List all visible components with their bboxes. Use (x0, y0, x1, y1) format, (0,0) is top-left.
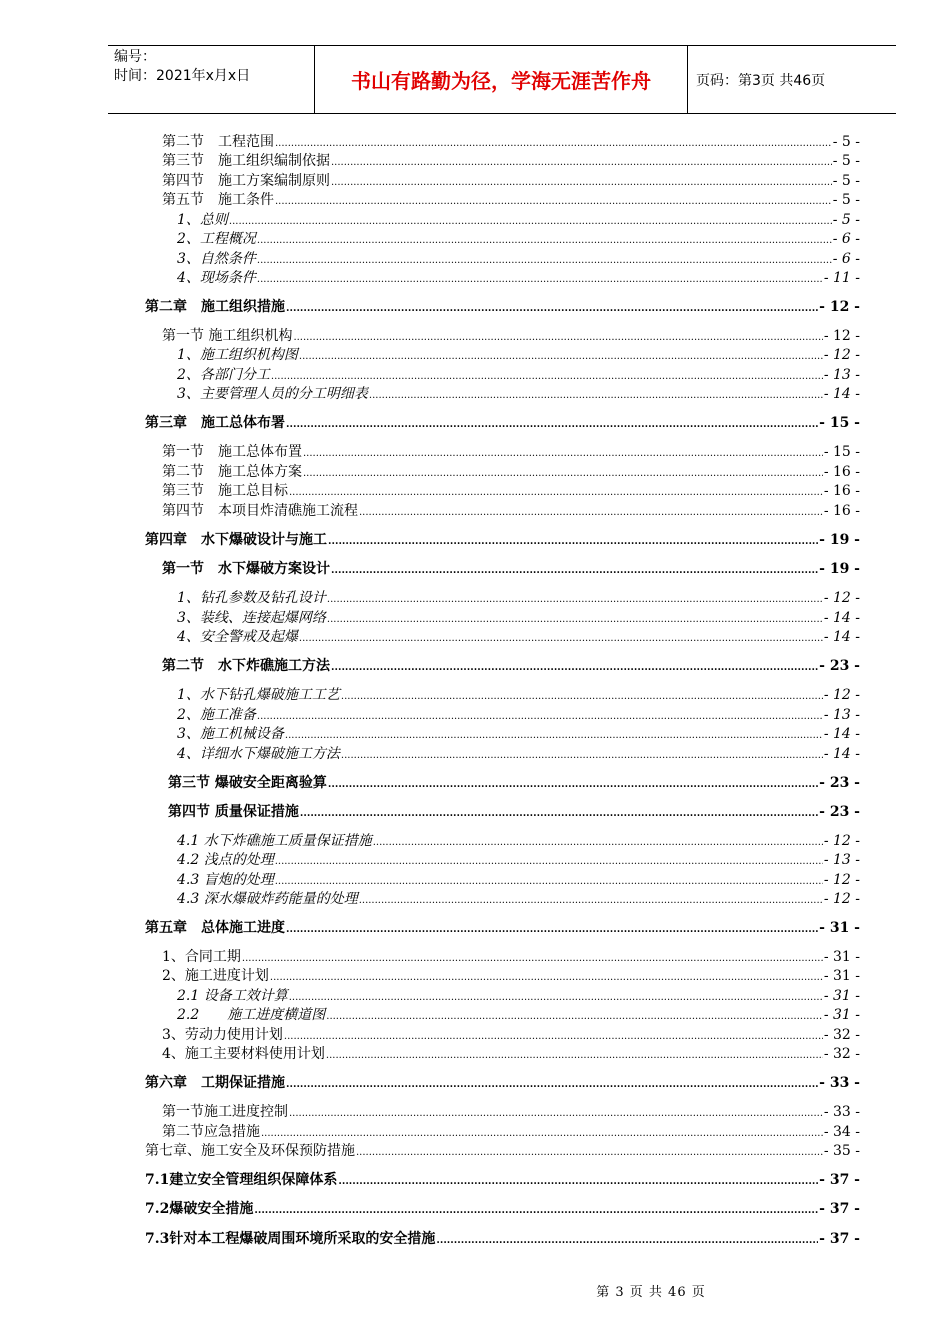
toc-entry-title: 7.2爆破安全措施 (145, 1201, 254, 1217)
toc-entry-title: 第三节 爆破安全距离验算 (168, 775, 327, 791)
toc-entry-page: - 5 - (832, 173, 860, 189)
toc-leader-dots (286, 299, 818, 315)
toc-entry-title: 第二章 施工组织措施 (145, 299, 285, 315)
toc-entry-page: - 5 - (832, 212, 860, 228)
toc-entry-title: 4.3 深水爆破炸药能量的处理 (177, 891, 358, 907)
toc-entry-title: 第三节 施工组织编制依据 (162, 153, 330, 169)
toc-entry-title: 第二节应急措施 (162, 1124, 260, 1140)
toc-entry-title: 第二节 水下炸礁施工方法 (162, 658, 330, 674)
toc-entry-title: 2.1 设备工效计算 (177, 988, 288, 1004)
toc-entry-page: - 37 - (819, 1201, 860, 1217)
toc-entry-page: - 13 - (823, 852, 860, 868)
toc-entry-title: 3、施工机械设备 (177, 726, 284, 742)
toc-entry-page: - 15 - (823, 444, 860, 460)
toc-leader-dots (270, 968, 823, 984)
toc-entry-page: - 12 - (823, 347, 860, 363)
toc-entry[interactable] (168, 801, 860, 819)
toc-leader-dots (338, 1172, 818, 1188)
toc-entry-title: 第三节 施工总目标 (162, 483, 288, 499)
toc-leader-dots (286, 415, 818, 431)
toc-leader-dots (331, 173, 832, 189)
toc-entry-page: - 5 - (832, 192, 860, 208)
toc-entry-page: - 31 - (823, 1007, 860, 1023)
toc-leader-dots (300, 804, 818, 820)
toc-entry-title: 第五章 总体施工进度 (145, 920, 285, 936)
toc-leader-dots (331, 153, 832, 169)
toc-entry-page: - 16 - (823, 503, 860, 519)
toc-entry-page: - 32 - (823, 1046, 860, 1062)
toc-entry[interactable] (162, 1043, 860, 1061)
toc-leader-dots (436, 1231, 818, 1247)
toc-entry-page: - 31 - (823, 968, 860, 984)
toc-leader-dots (229, 212, 832, 228)
toc-entry-page: - 12 - (823, 833, 860, 849)
time-label: 时间：2021年x月x日 (114, 68, 251, 84)
toc-entry-page: - 14 - (823, 629, 860, 645)
toc-entry[interactable] (177, 607, 860, 625)
toc-entry-page: - 35 - (823, 1143, 860, 1159)
toc-entry-page: - 19 - (819, 561, 860, 577)
toc-entry-page: - 15 - (819, 415, 860, 431)
page-header (108, 45, 896, 114)
toc-entry[interactable] (162, 325, 860, 343)
toc-entry-page: - 31 - (823, 949, 860, 965)
toc-entry-title: 4.1 水下炸礁施工质量保证措施 (177, 833, 372, 849)
toc-entry-title: 第四节 质量保证措施 (168, 804, 299, 820)
toc-leader-dots (373, 833, 823, 849)
toc-entry-page: - 33 - (819, 1075, 860, 1091)
toc-leader-dots (242, 949, 823, 965)
toc-leader-dots (275, 852, 823, 868)
toc-entry-page: - 12 - (819, 299, 860, 315)
toc-entry[interactable] (162, 500, 860, 518)
toc-leader-dots (284, 1027, 823, 1043)
toc-entry[interactable] (162, 480, 860, 498)
header-meta (108, 46, 315, 113)
toc-leader-dots (289, 988, 823, 1004)
toc-entry-page: - 23 - (819, 658, 860, 674)
toc-leader-dots (303, 444, 823, 460)
toc-entry-page: - 13 - (823, 367, 860, 383)
toc-entry[interactable] (162, 150, 860, 168)
toc-entry[interactable] (177, 364, 860, 382)
toc-entry[interactable] (177, 626, 860, 644)
toc-entry-title: 第一节施工进度控制 (162, 1104, 288, 1120)
toc-entry[interactable] (145, 1228, 860, 1246)
toc-entry[interactable] (162, 946, 860, 964)
toc-entry-title: 1、水下钻孔爆破施工工艺 (177, 687, 340, 703)
toc-entry[interactable] (177, 587, 860, 605)
toc-leader-dots (356, 1143, 823, 1159)
toc-entry[interactable] (162, 965, 860, 983)
toc-leader-dots (359, 503, 823, 519)
toc-leader-dots (359, 891, 823, 907)
toc-entry-title: 2、施工进度计划 (162, 968, 269, 984)
toc-entry-title: 4、施工主要材料使用计划 (162, 1046, 325, 1062)
toc-entry-page: - 14 - (823, 386, 860, 402)
toc-entry-title: 1、总则 (177, 212, 228, 228)
toc-entry-title: 2、施工准备 (177, 707, 256, 723)
toc-entry-title: 第二节 工程范围 (162, 134, 274, 150)
toc-entry[interactable] (177, 888, 860, 906)
toc-entry-title: 1、钻孔参数及钻孔设计 (177, 590, 326, 606)
toc-entry[interactable] (162, 461, 860, 479)
toc-entry[interactable] (162, 1101, 860, 1119)
toc-entry[interactable] (177, 209, 860, 227)
toc-entry[interactable] (177, 743, 860, 761)
toc-entry-title: 7.1建立安全管理组织保障体系 (145, 1172, 338, 1188)
toc-leader-dots (299, 347, 823, 363)
toc-entry-page: - 31 - (819, 920, 860, 936)
toc-entry-title: 4、安全警戒及起爆 (177, 629, 298, 645)
serial-label: 编号： (114, 49, 156, 65)
toc-entry[interactable] (177, 228, 860, 246)
toc-entry-page: - 6 - (832, 251, 860, 267)
toc-entry-title: 第一节 施工总体布置 (162, 444, 302, 460)
toc-leader-dots (299, 629, 823, 645)
toc-entry[interactable] (177, 869, 860, 887)
toc-entry[interactable] (177, 344, 860, 362)
toc-entry-title: 2、工程概况 (177, 231, 256, 247)
toc-entry-page: - 31 - (823, 988, 860, 1004)
toc-leader-dots (261, 1124, 823, 1140)
toc-leader-dots (289, 1104, 823, 1120)
toc-entry-page: - 13 - (823, 707, 860, 723)
toc-entry[interactable] (168, 772, 860, 790)
toc-leader-dots (271, 367, 823, 383)
toc-entry-page: - 16 - (823, 464, 860, 480)
toc-entry-title: 3、装线、连接起爆网络 (177, 610, 326, 626)
toc-leader-dots (328, 532, 818, 548)
toc-entry[interactable] (145, 529, 860, 547)
toc-leader-dots (327, 610, 823, 626)
toc-entry[interactable] (162, 1024, 860, 1042)
toc-entry-page: - 23 - (819, 775, 860, 791)
toc-leader-dots (331, 561, 818, 577)
toc-leader-dots (275, 134, 832, 150)
toc-leader-dots (328, 775, 818, 791)
toc-entry-page: - 14 - (823, 746, 860, 762)
toc-entry-page: - 14 - (823, 610, 860, 626)
header-page-info: 页码：第3页 共46页 (696, 72, 826, 89)
toc-entry-title: 第七章、施工安全及环保预防措施 (145, 1143, 355, 1159)
toc-entry-title: 第四章 水下爆破设计与施工 (145, 532, 327, 548)
toc-entry-page: - 11 - (823, 270, 860, 286)
toc-entry-page: - 12 - (823, 891, 860, 907)
toc-entry-page: - 5 - (832, 153, 860, 169)
toc-entry-title: 第二节 施工总体方案 (162, 464, 302, 480)
toc-entry[interactable] (177, 267, 860, 285)
toc-entry-title: 第五节 施工条件 (162, 192, 274, 208)
toc-entry[interactable] (162, 170, 860, 188)
toc-entry[interactable] (177, 248, 860, 266)
toc-entry-title: 4、详细水下爆破施工方法 (177, 746, 340, 762)
toc-leader-dots (275, 192, 832, 208)
toc-entry-page: - 37 - (819, 1172, 860, 1188)
toc-leader-dots (327, 590, 823, 606)
toc-leader-dots (254, 1201, 818, 1217)
toc-entry[interactable] (162, 558, 860, 576)
header-motto: 书山有路勤为径，学海无涯苦作舟 (315, 46, 688, 113)
footer-page-number: 第 3 页 共 46 页 (596, 1285, 706, 1300)
toc-entry-page: - 12 - (823, 328, 860, 344)
toc-leader-dots (285, 726, 823, 742)
toc-leader-dots (257, 707, 823, 723)
toc-entry-title: 4.3 盲炮的处理 (177, 872, 274, 888)
toc-entry-title: 第一节 施工组织机构 (162, 328, 293, 344)
toc-entry-title: 3、自然条件 (177, 251, 256, 267)
toc-entry-page: - 12 - (823, 872, 860, 888)
toc-entry[interactable] (145, 296, 860, 314)
toc-leader-dots (286, 920, 818, 936)
toc-entry-title: 第三章 施工总体布署 (145, 415, 285, 431)
toc-entry-page: - 34 - (823, 1124, 860, 1140)
toc-entry-page: - 23 - (819, 804, 860, 820)
toc-entry[interactable] (177, 1004, 860, 1022)
toc-leader-dots (289, 483, 823, 499)
toc-leader-dots (275, 872, 823, 888)
toc-entry[interactable] (162, 441, 860, 459)
toc-entry[interactable] (145, 917, 860, 935)
toc-entry-page: - 5 - (832, 134, 860, 150)
toc-leader-dots (326, 1046, 823, 1062)
toc-entry-page: - 14 - (823, 726, 860, 742)
toc-leader-dots (326, 1007, 823, 1023)
toc-leader-dots (257, 251, 832, 267)
toc-entry[interactable] (177, 849, 860, 867)
toc-entry-title: 7.3针对本工程爆破周围环境所采取的安全措施 (145, 1231, 436, 1247)
toc-entry-title: 2、各部门分工 (177, 367, 270, 383)
toc-entry-page: - 19 - (819, 532, 860, 548)
toc-entry[interactable] (145, 412, 860, 430)
toc-entry[interactable] (177, 985, 860, 1003)
toc-entry-title: 1、施工组织机构图 (177, 347, 298, 363)
toc-entry-title: 第四节 施工方案编制原则 (162, 173, 330, 189)
toc-entry-page: - 37 - (819, 1231, 860, 1247)
toc-leader-dots (341, 687, 823, 703)
toc-entry-page: - 6 - (832, 231, 860, 247)
toc-entry[interactable] (162, 1121, 860, 1139)
toc-entry[interactable] (177, 383, 860, 401)
toc-entry[interactable] (145, 1072, 860, 1090)
toc-leader-dots (286, 1075, 818, 1091)
toc-leader-dots (293, 328, 822, 344)
toc-entry[interactable] (162, 189, 860, 207)
toc-entry[interactable] (162, 655, 860, 673)
toc-leader-dots (257, 231, 832, 247)
toc-entry-page: - 12 - (823, 590, 860, 606)
toc-entry-title: 第一节 水下爆破方案设计 (162, 561, 330, 577)
toc-entry-page: - 16 - (823, 483, 860, 499)
toc-entry[interactable] (177, 830, 860, 848)
toc-entry-title: 第四节 本项目炸清礁施工流程 (162, 503, 358, 519)
toc-entry-page: - 12 - (823, 687, 860, 703)
toc-entry-page: - 32 - (823, 1027, 860, 1043)
toc-entry[interactable] (177, 704, 860, 722)
toc-entry[interactable] (162, 131, 860, 149)
page-footer (0, 1281, 950, 1300)
toc-leader-dots (341, 746, 823, 762)
toc-entry-title: 4.2 浅点的处理 (177, 852, 274, 868)
toc-entry-title: 2.2 施工进度横道图 (177, 1007, 326, 1023)
toc-entry[interactable] (177, 684, 860, 702)
toc-entry-title: 第六章 工期保证措施 (145, 1075, 285, 1091)
toc-entry-title: 1、合同工期 (162, 949, 241, 965)
toc-leader-dots (331, 658, 818, 674)
toc-entry-title: 3、主要管理人员的分工明细表 (177, 386, 368, 402)
toc-entry[interactable] (177, 723, 860, 741)
toc-entry[interactable] (145, 1198, 860, 1216)
toc-leader-dots (369, 386, 823, 402)
toc-leader-dots (303, 464, 823, 480)
toc-entry-title: 4、现场条件 (177, 270, 256, 286)
toc-entry[interactable] (145, 1169, 860, 1187)
toc-entry-title: 3、劳动力使用计划 (162, 1027, 283, 1043)
toc-entry-page: - 33 - (823, 1104, 860, 1120)
toc-leader-dots (257, 270, 823, 286)
toc-entry[interactable] (145, 1140, 860, 1158)
